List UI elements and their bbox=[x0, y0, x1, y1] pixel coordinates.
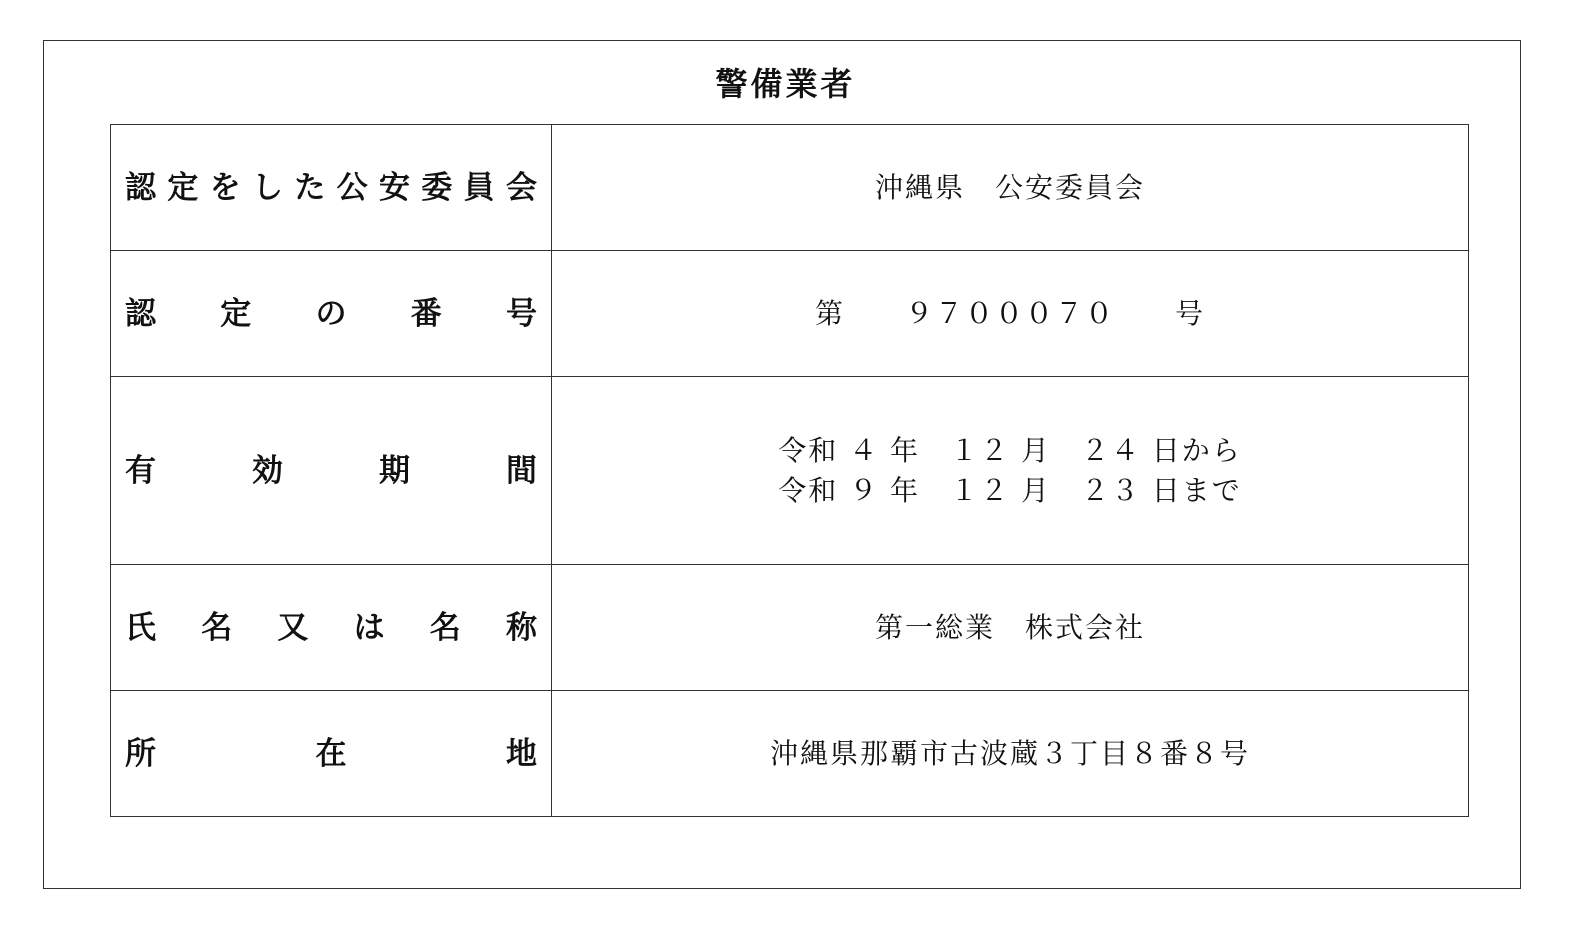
label-char: 番 bbox=[410, 295, 442, 332]
label-char: し bbox=[251, 169, 283, 206]
label-char: 公 bbox=[336, 169, 368, 206]
label-char: 在 bbox=[315, 735, 347, 772]
label-char: 所 bbox=[125, 735, 156, 772]
document-title: 警備業者 bbox=[715, 65, 856, 103]
value-validity-cell bbox=[552, 377, 1469, 565]
value-address: 沖縄県那覇市古波蔵３丁目８番８号 bbox=[552, 691, 1469, 817]
label-char: 名 bbox=[201, 609, 233, 646]
label-commission bbox=[125, 168, 537, 208]
label-char: 定 bbox=[167, 169, 199, 206]
label-cell-address bbox=[111, 691, 552, 817]
label-char: 委 bbox=[421, 169, 453, 206]
table-row-address bbox=[111, 691, 1469, 817]
label-cell-validity bbox=[111, 377, 552, 565]
value-cert-number: 第 ９７０００７０ 号 bbox=[814, 296, 1205, 330]
label-char: 期 bbox=[379, 452, 410, 489]
value-cert-number-cell bbox=[552, 251, 1469, 377]
label-char: 員 bbox=[463, 169, 495, 206]
table-row-commission bbox=[111, 125, 1469, 251]
label-name bbox=[125, 608, 537, 648]
table-row-cert-number bbox=[111, 251, 1469, 377]
label-char: た bbox=[294, 169, 326, 206]
label-char: 名 bbox=[429, 609, 461, 646]
value-name: 第一総業 株式会社 bbox=[552, 565, 1469, 691]
label-char: 認 bbox=[125, 295, 156, 332]
label-char: 地 bbox=[506, 735, 537, 772]
label-char: 有 bbox=[125, 452, 156, 489]
validity-from: 令和 ４ 年 １２ 月 ２４ 日から bbox=[778, 433, 1242, 467]
label-char: 氏 bbox=[125, 609, 156, 646]
info-table bbox=[110, 124, 1469, 817]
label-cert-number bbox=[125, 294, 537, 334]
label-char: の bbox=[315, 295, 347, 332]
label-cell-commission bbox=[111, 125, 552, 251]
value-commission: 沖縄県 公安委員会 bbox=[552, 125, 1469, 251]
label-char: を bbox=[209, 169, 241, 206]
table-row-name bbox=[111, 565, 1469, 691]
label-char: 安 bbox=[378, 169, 410, 206]
label-validity bbox=[125, 451, 537, 491]
table-row-validity bbox=[111, 377, 1469, 565]
label-char: 又 bbox=[277, 609, 309, 646]
label-cell-cert-number bbox=[111, 251, 552, 377]
label-char: 効 bbox=[252, 452, 283, 489]
label-char: 称 bbox=[505, 609, 537, 646]
label-char: 間 bbox=[506, 452, 537, 489]
label-char: は bbox=[353, 609, 385, 646]
label-char: 定 bbox=[220, 295, 252, 332]
validity-until: 令和 ９ 年 １２ 月 ２３ 日まで bbox=[778, 473, 1242, 507]
label-cell-name bbox=[111, 565, 552, 691]
label-char: 会 bbox=[505, 169, 537, 206]
label-address bbox=[125, 734, 537, 774]
label-char: 号 bbox=[506, 295, 537, 332]
label-char: 認 bbox=[125, 169, 156, 206]
